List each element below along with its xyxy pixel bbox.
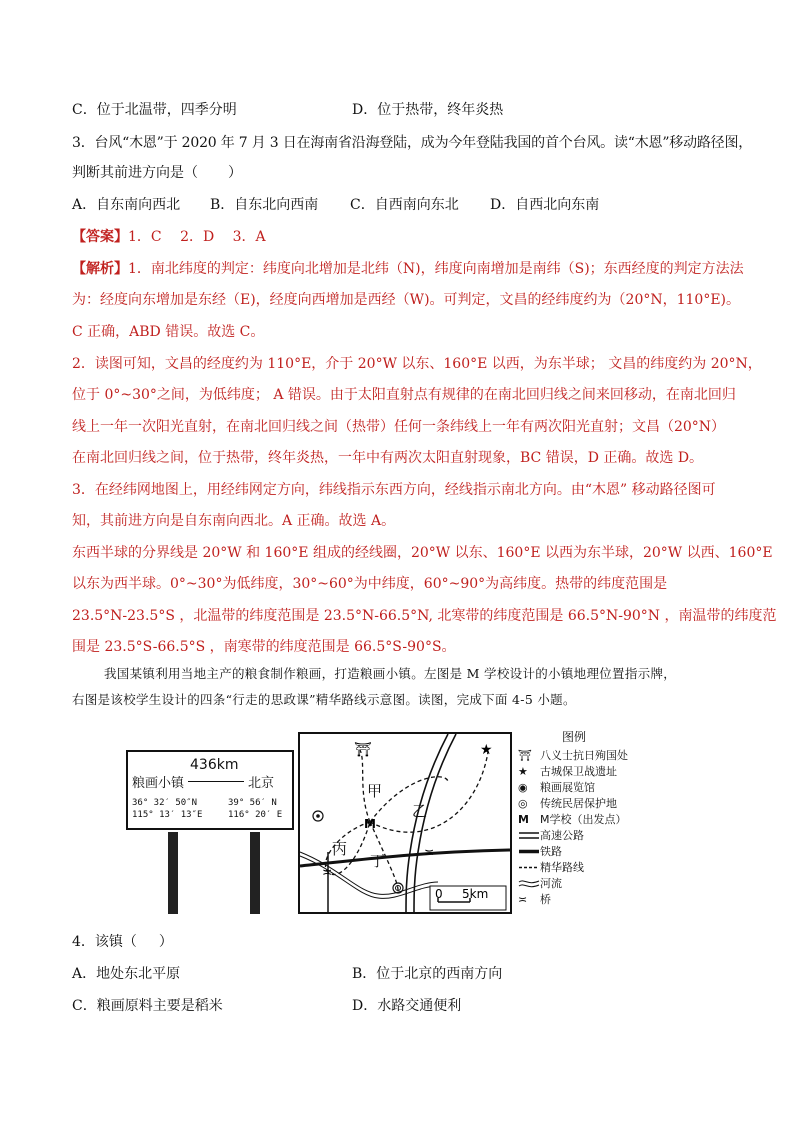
map-label-ding: 丁 [370, 852, 386, 870]
legend-item-heritage: ◎ 传统民居保护地 [518, 797, 617, 810]
analysis-extra-2: 以东为西半球。0°~30°为低纬度，30°~60°为中纬度，60°~90°为高纬度。热带的纬度范围是 [72, 576, 668, 592]
analysis-line-2: 为：经度向东增加是东经（E)，经度向西增加是西经（W)。可判定，文昌的经纬度约为（20°N，110°E)。 [72, 292, 740, 308]
analysis-line-8: 3．在经纬网地图上，用经纬网定方向，纬线指示东西方向，经线指示南北方向。由“木恩” 移动路径图可 [72, 482, 716, 498]
sign-post-right [250, 832, 260, 914]
river-icon [518, 876, 540, 891]
bridge-icon-2: ≍ [424, 845, 435, 859]
legend-item-school: M M学校（出发点） [518, 813, 627, 826]
map-label-yi: 乙 [412, 802, 428, 820]
analysis-line-7: 在南北回归线之间，位于热带，终年炎热，一年中有两次太阳直射现象，BC 错误，D 正确。故选 D。 [72, 450, 704, 466]
answer-line [72, 227, 732, 247]
star-icon: ★ [518, 765, 528, 778]
analysis-label: 【解析】 [72, 261, 128, 277]
railway-icon [518, 844, 540, 859]
memorial-icon: ⛩ [354, 742, 372, 758]
q3-option-d: D．自西北向东南 [490, 197, 600, 213]
sign-left-name: 粮画小镇 [132, 776, 185, 791]
route-map [298, 732, 512, 914]
legend-title: 图例 [562, 730, 587, 744]
heritage-icon: ◎ [518, 797, 528, 810]
legend-item-bridge: ≍ 桥 [518, 893, 551, 906]
analysis-line-3: C 正确，ABD 错误。故选 C。 [72, 324, 265, 340]
sign-right-name: 北京 [248, 776, 275, 791]
bridge-icon-1: ≍ [322, 865, 333, 879]
bridge-icon: ≍ [518, 893, 528, 906]
analysis-extra-1: 东西半球的分界线是 20°W 和 160°E 组成的经线圈，20°W 以东、160°E 以西为东半球，20°W 以西、160°E [72, 545, 773, 561]
map-label-bing: 丙 [332, 840, 348, 858]
q3-option-a: A．自东南向西北 [72, 197, 181, 213]
map-label-jia: 甲 [367, 782, 383, 800]
analysis-line-5: 位于 0°~30°之间，为低纬度； A 错误。由于太阳直射点有规律的在南北回归线之间来回移动，在南北回归 [72, 387, 736, 403]
q4-option-a: A．地处东北平原 [72, 966, 181, 982]
intro-line-2: 右图是该校学生设计的四条“行走的思政课”精华路线示意图。读图，完成下面 4-5 小题。 [72, 692, 576, 707]
figure-sign-and-map [120, 728, 680, 918]
scale-length: 5km [462, 887, 489, 901]
analysis-line-1: 【解析】1．南北纬度的判定：纬度向北增加是北纬（N)，纬度向南增加是南纬（S)；东西经度的判定方法法 [72, 261, 744, 277]
q4-stem: 4．该镇（ ） [72, 934, 173, 950]
route-icon [518, 860, 540, 875]
sign-right-lon: 116° 20′ E [228, 810, 283, 820]
sign-left-lon: 115° 13′ 13″E [132, 810, 203, 820]
analysis-extra-3: 23.5°N-23.5°S ，北温带的纬度范围是 23.5°N-66.5°N, 北寒带的纬度范围是 66.5°N-90°N ，南温带的纬度范 [72, 608, 777, 624]
sign-distance: 436km [190, 757, 239, 773]
q4-option-c: C．粮画原料主要是稻米 [72, 998, 223, 1014]
legend-item-battle: ★ 古城保卫战遗址 [518, 765, 617, 778]
legend-item-railway: 铁路 [518, 844, 562, 859]
answer-text: 1．C 2．D 3．A [128, 229, 266, 245]
legend-item-museum: ◉ 粮画展览馆 [518, 781, 595, 794]
scale-zero: 0 [435, 887, 443, 901]
memorial-icon: ⛩ [518, 749, 532, 762]
sign-right-lat: 39° 56′ N [228, 798, 277, 808]
legend-item-highway: 高速公路 [518, 828, 584, 843]
q3-stem-prefix: 判断其前进方向是（ [72, 165, 198, 181]
q2-option-c: C．位于北温带，四季分明 [72, 102, 237, 118]
location-sign [126, 750, 294, 830]
school-icon: M [364, 817, 376, 831]
intro-line-1: 我国某镇利用当地主产的粮食制作粮画，打造粮画小镇。左图是 M 学校设计的小镇地理位置指示牌， [104, 666, 677, 681]
highway-icon [518, 828, 540, 843]
analysis-extra-4: 围是 23.5°S-66.5°S ，南寒带的纬度范围是 66.5°S-90°S。 [72, 639, 456, 655]
q2-option-d: D．位于热带，终年炎热 [352, 102, 504, 118]
q3-option-c: C．自西南向东北 [350, 197, 459, 213]
sign-left-lat: 36° 32′ 50″N [132, 798, 198, 808]
school-icon: M [518, 813, 529, 826]
answer-label: 【答案】 [72, 229, 128, 245]
legend-item-river: 河流 [518, 876, 562, 891]
legend-item-memorial: ⛩ 八义士抗日殉国处 [518, 749, 628, 762]
q3-stem-suffix: ） [228, 165, 242, 181]
analysis-line-6: 线上一年一次阳光直射，在南北回归线之间（热带）任何一条纬线上一年有两次阳光直射；文昌（20°N） [72, 419, 726, 435]
analysis-line-9: 知，其前进方向是自东南向西北。A 正确。故选 A。 [72, 513, 396, 529]
q3-stem-line1: 3．台风“木恩”于 2020 年 7 月 3 日在海南省沿海登陆，成为今年登陆我国的首个台风。读“木恩”移动路径图， [72, 135, 753, 151]
q4-option-b: B．位于北京的西南方向 [352, 966, 503, 982]
sign-post-left [168, 832, 178, 914]
q4-option-d: D．水路交通便利 [352, 998, 462, 1014]
q3-option-b: B．自东北向西南 [210, 197, 319, 213]
q3-stem-line2 [72, 163, 732, 183]
sign-distance-line [188, 781, 244, 782]
analysis-line-4: 2．读图可知，文昌的经度约为 110°E，介于 20°W 以东、160°E 以西，为东半球； 文昌的纬度约为 20°N， [72, 356, 762, 372]
legend-item-route: 精华路线 [518, 860, 584, 875]
museum-icon: ◉ [518, 781, 528, 794]
star-icon: ★ [480, 742, 493, 758]
map-legend [518, 728, 678, 918]
